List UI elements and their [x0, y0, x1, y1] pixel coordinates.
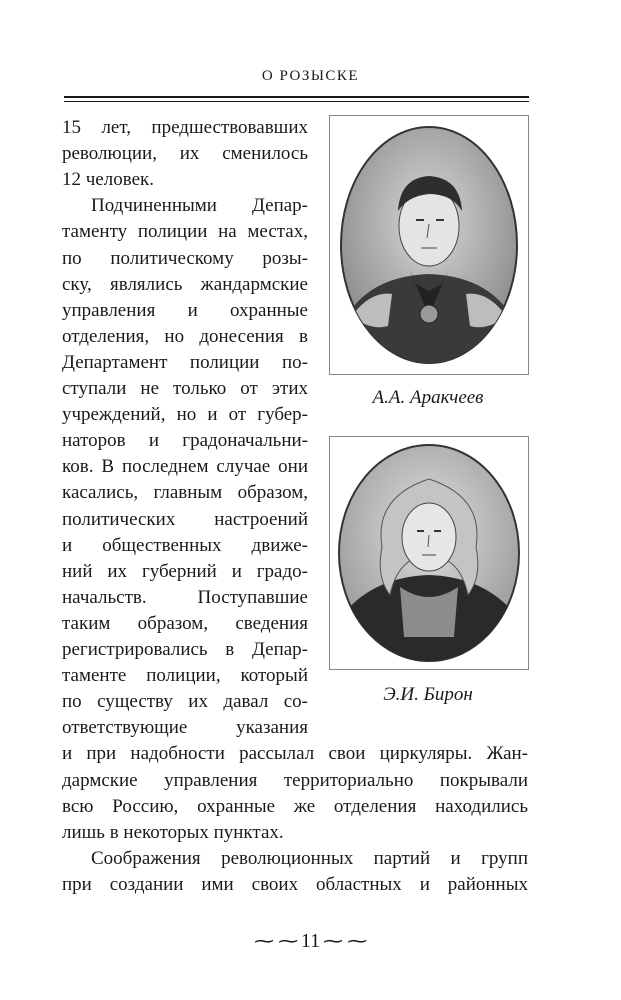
text-line: ков. В последнем случае они — [62, 456, 308, 478]
header-rule-thin — [64, 101, 529, 102]
text-line: касались, главным образом, — [62, 482, 308, 504]
text-line: 12 человек. — [62, 169, 154, 191]
text-line: наторов и градоначальни- — [62, 430, 308, 452]
text-line: ступали не только от этих — [62, 378, 308, 399]
portrait-caption: Э.И. Бирон — [383, 684, 473, 705]
portrait-caption: А.А. Аракчеев — [372, 387, 484, 408]
text-line: и общественных движе- — [62, 534, 308, 556]
text-line: отделения, но донесения в — [62, 325, 308, 347]
text-line: и при надобности рассылал свои циркуляры. Жан- — [62, 743, 528, 765]
text-line: по существу их давал со- — [62, 691, 308, 713]
text-line: управления и охранные — [62, 299, 308, 321]
portrait-biron — [329, 436, 529, 670]
text-line: 15 лет, предшествовавших — [62, 117, 308, 138]
text-line: лишь в некоторых пунктах. — [62, 821, 284, 843]
text-line: регистрировались в Депар- — [62, 639, 308, 660]
text-line: Департамент полиции по- — [62, 351, 308, 373]
header-rule-thick — [64, 96, 529, 98]
paragraph-start-line: Соображения революционных партий и групп — [91, 847, 528, 869]
text-line: ответствующие указания — [62, 717, 308, 739]
text-line: таким образом, сведения — [62, 612, 308, 634]
text-line: революции, их сменилось — [62, 143, 308, 165]
portrait-arakcheev — [329, 115, 529, 375]
paragraph-start-line: Подчиненными Депар- — [91, 195, 308, 217]
text-line: дармские управления территориально покрывали — [62, 769, 528, 791]
text-line: таменту полиции на местах, — [62, 221, 308, 243]
folio-ornament-right: ∼∼ — [321, 931, 370, 951]
text-line: всю Россию, охранные же отделения находились — [62, 795, 528, 817]
text-line: по политическому розы- — [62, 247, 308, 269]
running-head: О РОЗЫСКЕ — [261, 68, 360, 84]
text-line: учреждений, но и от губер- — [62, 404, 308, 426]
text-line: таменте полиции, который — [62, 665, 308, 687]
text-line: ний их губерний и градо- — [62, 560, 308, 582]
page-number: 11 — [300, 930, 321, 952]
text-line: политических настроений — [62, 508, 308, 530]
folio — [0, 930, 621, 953]
text-line: ску, являлись жандармские — [62, 273, 308, 295]
text-line: начальств. Поступавшие — [62, 586, 308, 608]
text-line: при создании ими своих областных и районных — [62, 873, 528, 895]
folio-ornament-left: ∼∼ — [251, 931, 300, 951]
